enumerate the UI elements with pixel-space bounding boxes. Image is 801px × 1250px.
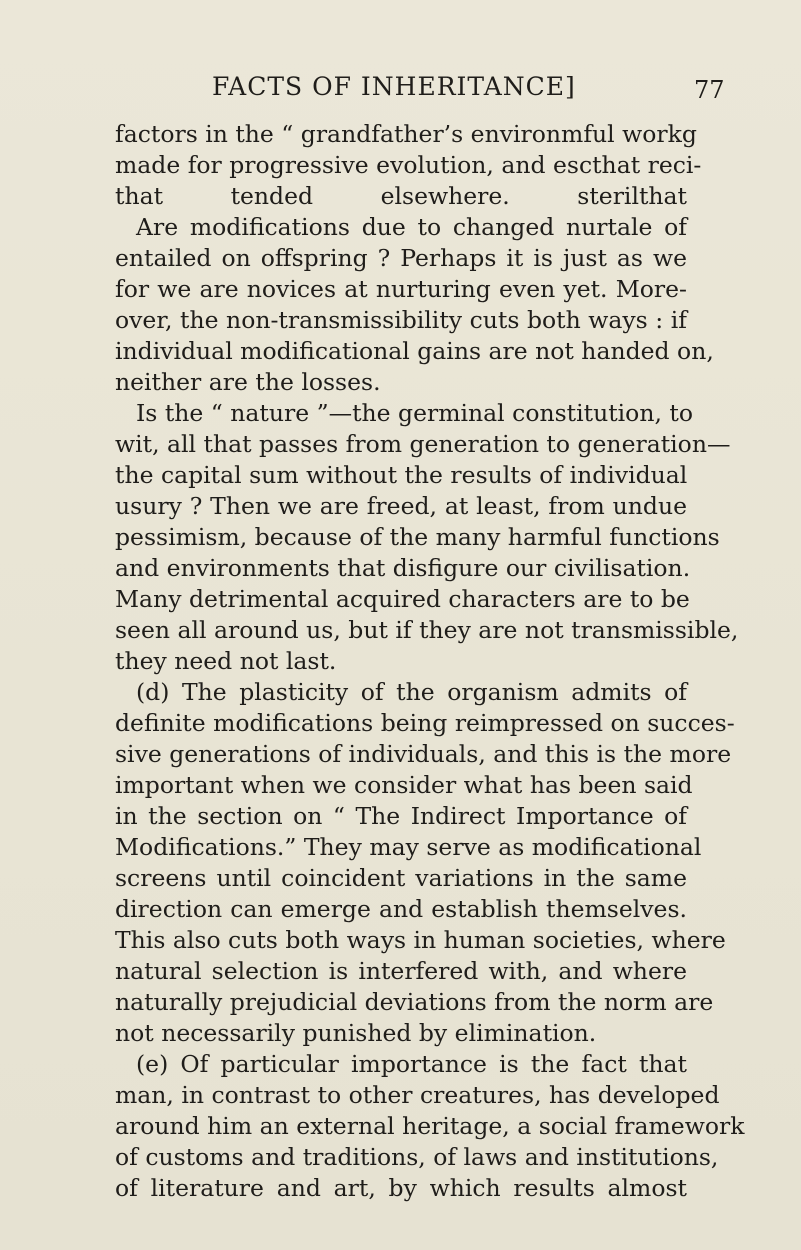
text-line: wit, all that passes from generation to generation— — [115, 430, 731, 458]
text-line: factors in the “ grandfather’s environmful workg — [115, 120, 697, 148]
text-line: definite modifications being reimpressed on succes- — [115, 709, 735, 737]
text-line: for we are novices at nurturing even yet. More- — [115, 275, 687, 303]
text-line: of literature and art, by which results almost — [115, 1174, 687, 1202]
text-line: made for progressive evolution, and escthat reci- — [115, 151, 702, 179]
text-line: screens until coincident variations in the same — [115, 864, 687, 892]
text-line: This also cuts both ways in human societies, where — [115, 926, 726, 954]
text-line: of customs and traditions, of laws and institutions, — [115, 1143, 719, 1171]
text-line: natural selection is interfered with, and where — [115, 957, 687, 985]
text-line: that tended elsewhere. sterilthat — [115, 182, 687, 210]
text-line: pessimism, because of the many harmful functions — [115, 523, 720, 551]
text-line: neither are the losses. — [115, 368, 381, 396]
running-head: FACTS OF INHERITANCE] — [212, 72, 576, 101]
text-line: over, the non-transmissibility cuts both ways : if — [115, 306, 687, 334]
text-line: individual modificational gains are not handed on, — [115, 337, 714, 365]
text-line: in the section on “ The Indirect Importance of — [115, 802, 687, 830]
text-line: important when we consider what has been said — [115, 771, 693, 799]
text-line: around him an external heritage, a social framework — [115, 1112, 745, 1140]
text-line: not necessarily punished by elimination. — [115, 1019, 597, 1047]
text-line: Many detrimental acquired characters are to be — [115, 585, 690, 613]
text-line: and environments that disfigure our civilisation. — [115, 554, 691, 582]
text-line: Modifications.” They may serve as modificational — [115, 833, 702, 861]
text-line: direction can emerge and establish themselves. — [115, 895, 687, 923]
text-line: Are modifications due to changed nurtale of — [136, 213, 687, 241]
text-line: the capital sum without the results of individual — [115, 461, 688, 489]
page-number: 77 — [694, 76, 725, 104]
text-line: (e) Of particular importance is the fact that — [136, 1050, 687, 1078]
text-line: Is the “ nature ”—the germinal constitution, to — [136, 399, 693, 427]
text-line: (d) The plasticity of the organism admits of — [136, 678, 687, 706]
text-line: man, in contrast to other creatures, has developed — [115, 1081, 720, 1109]
page-header — [0, 70, 801, 110]
text-line: seen all around us, but if they are not transmissible, — [115, 616, 739, 644]
text-line: naturally prejudicial deviations from the norm are — [115, 988, 714, 1016]
text-line: they need not last. — [115, 647, 337, 675]
text-line: sive generations of individuals, and this is the more — [115, 740, 732, 768]
text-line: entailed on offspring ? Perhaps it is just as we — [115, 244, 687, 272]
text-line: usury ? Then we are freed, at least, from undue — [115, 492, 687, 520]
